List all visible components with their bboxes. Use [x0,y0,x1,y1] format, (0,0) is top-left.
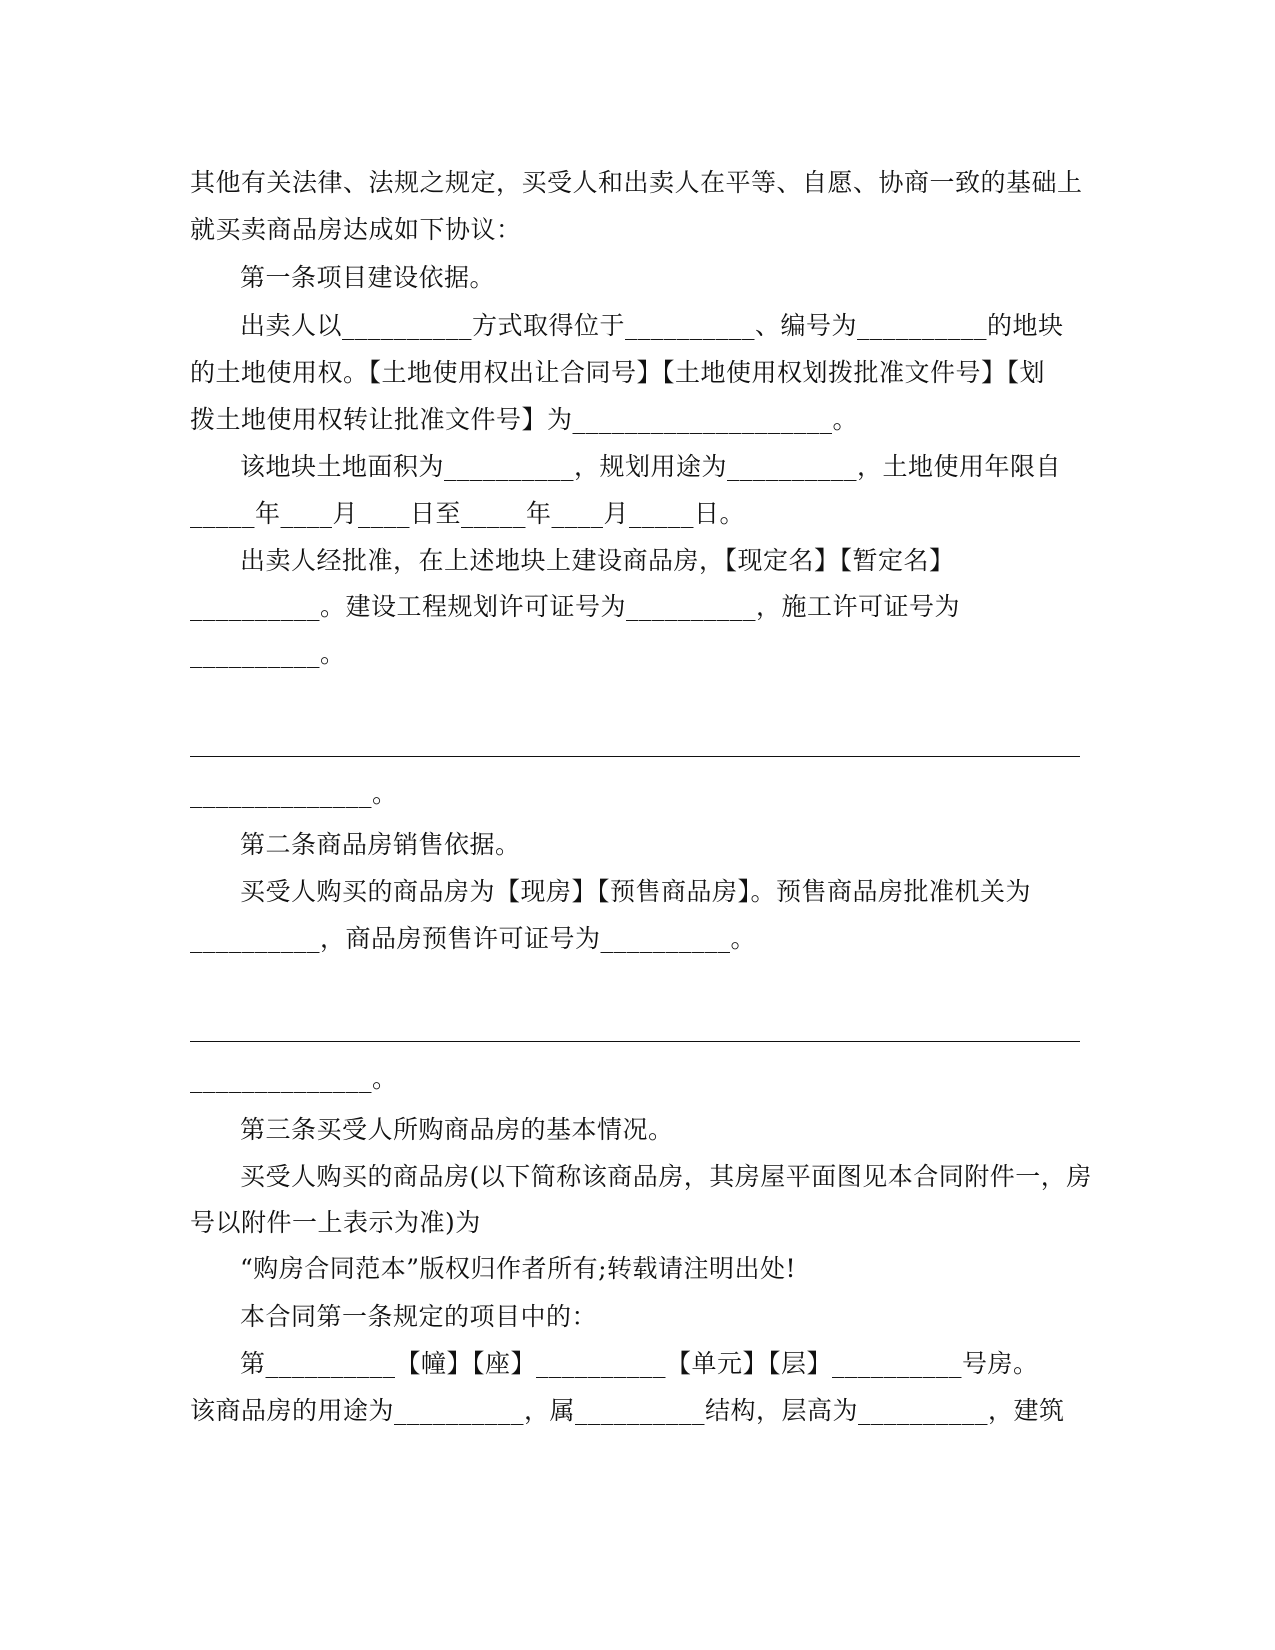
paragraph-line: 买受人购买的商品房(以下简称该商品房，其房屋平面图见本合同附件一，房 [240,1162,1092,1191]
paragraph-line: ______________。 [190,1064,398,1093]
paragraph-line: __________。 [190,639,346,668]
paragraph-line: 出卖人经批准，在上述地块上建设商品房，【现定名】【暂定名】 [240,546,955,575]
blank-rule [190,1041,1080,1042]
paragraph-line: __________。建设工程规划许可证号为__________，施工许可证号为 [190,592,961,621]
blank-rule [190,756,1080,757]
paragraph-line: 第__________【幢】【座】__________【单元】【层】__________号房。 [240,1349,1039,1378]
article-heading: 第二条商品房销售依据。 [240,830,521,859]
article-heading: 第一条项目建设依据。 [240,263,496,292]
paragraph-line: 就买卖商品房达成如下协议： [190,215,522,244]
paragraph-line: 其他有关法律、法规之规定，买受人和出卖人在平等、自愿、协商一致的基础上 [190,168,1083,197]
paragraph-line: __________，商品房预售许可证号为__________。 [190,924,757,953]
article-heading: 第三条买受人所购商品房的基本情况。 [240,1115,674,1144]
copyright-notice: “购房合同范本”版权归作者所有;转载请注明出处! [240,1254,797,1283]
paragraph-line: 的土地使用权。【土地使用权出让合同号】【土地使用权划拨批准文件号】【划 [190,358,1046,387]
paragraph-line: 该商品房的用途为__________，属__________结构，层高为__________，建筑 [190,1396,1065,1425]
paragraph-line: ______________。 [190,779,398,808]
paragraph-line: 买受人购买的商品房为【现房】【预售商品房】。预售商品房批准机关为 [240,877,1032,906]
paragraph-line: 出卖人以__________方式取得位于__________、编号为__________的地块 [240,311,1064,340]
paragraph-line: 本合同第一条规定的项目中的： [240,1302,598,1331]
paragraph-line: 该地块土地面积为__________，规划用途为__________，土地使用年限自 [240,452,1062,481]
paragraph-line: _____年____月____日至_____年____月_____日。 [190,499,746,528]
paragraph-line: 拨土地使用权转让批准文件号】为____________________。 [190,405,859,434]
paragraph-line: 号以附件一上表示为准)为 [190,1208,481,1237]
